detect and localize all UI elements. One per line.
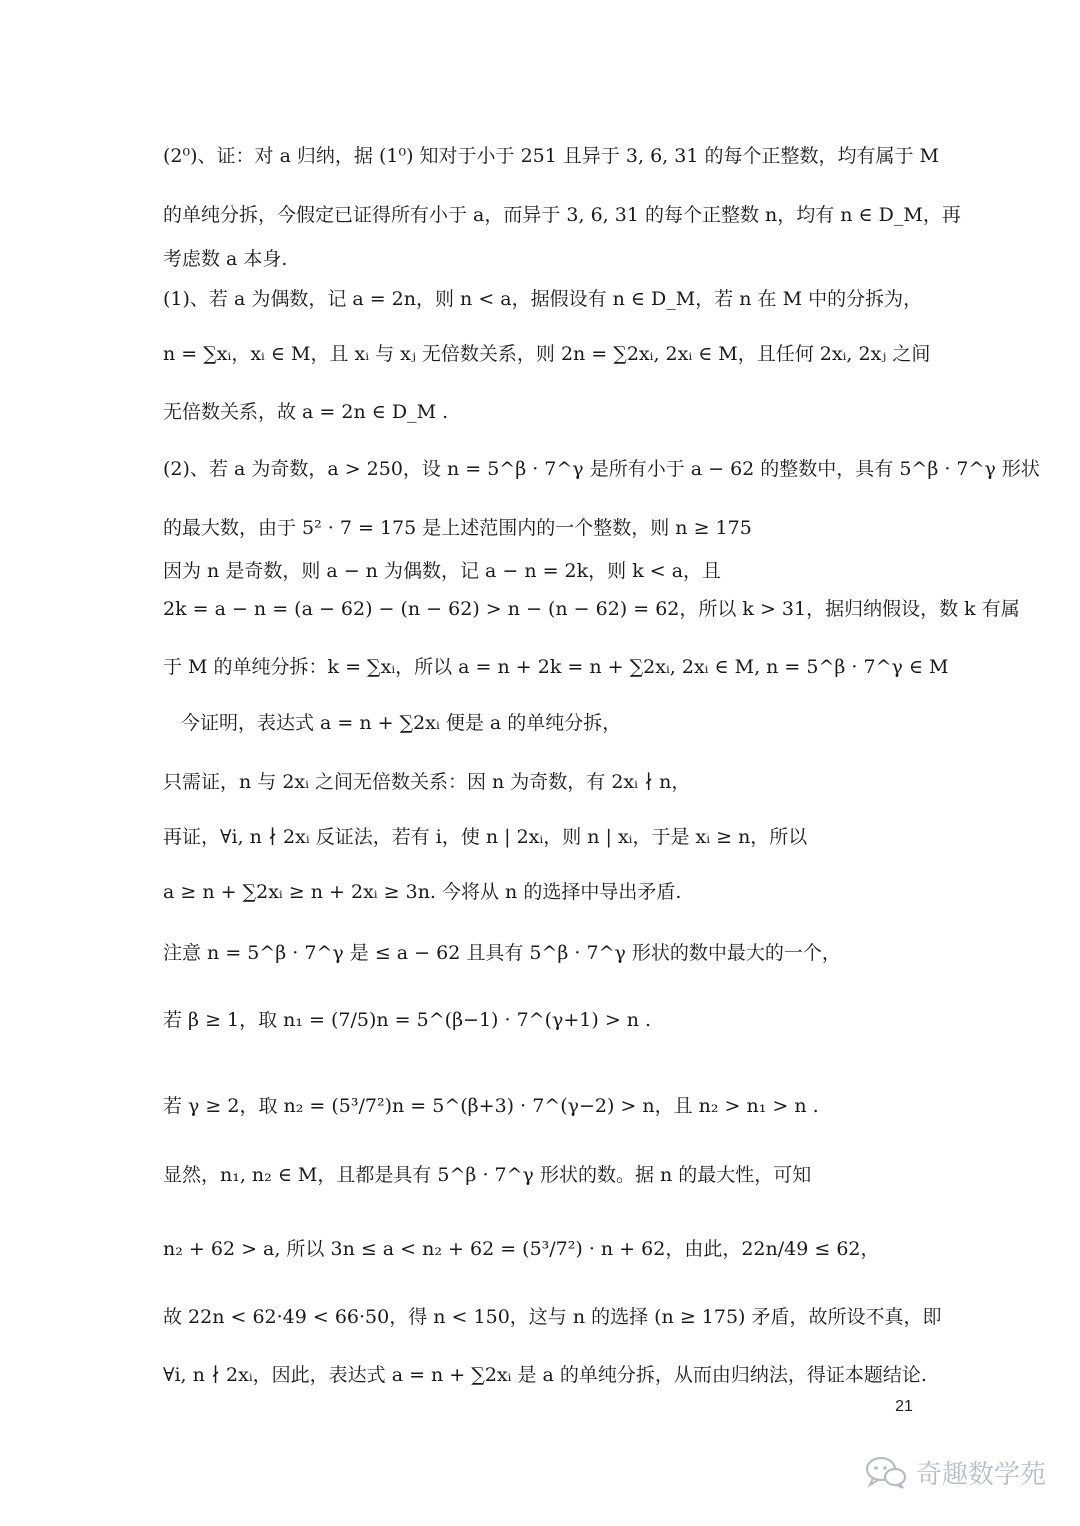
text-line: 的最大数，由于 5² · 7 = 175 是上述范围内的一个整数，则 n ≥ 175 [163, 517, 752, 539]
text-line: 若 β ≥ 1，取 n₁ = (7/5)n = 5^(β−1) · 7^(γ+1) > n . [163, 1009, 652, 1031]
text-line: 因为 n 是奇数，则 a − n 为偶数，记 a − n = 2k，则 k < a，且 [163, 560, 722, 582]
text-line: 故 22n < 62·49 < 66·50，得 n < 150，这与 n 的选择 (n ≥ 175) 矛盾，故所设不真，即 [163, 1306, 942, 1328]
text-line: 的单纯分拆，今假定已证得所有小于 a，而异于 3, 6, 31 的每个正整数 n，均有 n ∈ D_M，再 [163, 204, 961, 226]
text-line: 只需证，n 与 2xᵢ 之间无倍数关系：因 n 为奇数，有 2xᵢ ∤ n， [163, 771, 691, 793]
page-number: 21 [895, 1398, 913, 1415]
text-line: 今证明，表达式 a = n + ∑2xᵢ 便是 a 的单纯分拆， [181, 712, 622, 734]
watermark [864, 1452, 1046, 1492]
text-line: 2k = a − n = (a − 62) − (n − 62) > n − (n − 62) = 62，所以 k > 31，据归纳假设，数 k 有属 [163, 598, 1020, 620]
text-line: 注意 n = 5^β · 7^γ 是 ≤ a − 62 且具有 5^β · 7^γ 形状的数中最大的一个， [163, 942, 841, 964]
text-line: ∀i, n ∤ 2xᵢ，因此，表达式 a = n + ∑2xᵢ 是 a 的单纯分拆，从而由归纳法，得证本题结论. [163, 1364, 927, 1386]
text-line: 于 M 的单纯分拆：k = ∑xᵢ，所以 a = n + 2k = n + ∑2xᵢ, 2xᵢ ∈ M, n = 5^β · 7^γ ∈ M [163, 656, 949, 678]
text-line: 考虑数 a 本身. [163, 248, 288, 270]
text-line: (2)、若 a 为奇数，a > 250，设 n = 5^β · 7^γ 是所有小于 a − 62 的整数中，具有 5^β · 7^γ 形状 [163, 458, 1040, 480]
text-line: 无倍数关系，故 a = 2n ∈ D_M . [163, 401, 449, 423]
watermark-text: 奇趣数学苑 [915, 1459, 1046, 1490]
text-line: 再证，∀i, n ∤ 2xᵢ 反证法，若有 i，使 n | 2xᵢ，则 n | xᵢ，于是 xᵢ ≥ n，所以 [163, 826, 808, 848]
text-line: n₂ + 62 > a, 所以 3n ≤ a < n₂ + 62 = (5³/7²) · n + 62，由此，22n/49 ≤ 62， [163, 1238, 880, 1260]
text-line: 若 γ ≥ 2，取 n₂ = (5³/7²)n = 5^(β+3) · 7^(γ−2) > n，且 n₂ > n₁ > n . [163, 1095, 819, 1117]
text-line: (1)、若 a 为偶数，记 a = 2n，则 n < a，据假设有 n ∈ D_M，若 n 在 M 中的分拆为， [163, 288, 923, 310]
text-line: (2⁰)、证：对 a 归纳，据 (1⁰) 知对于小于 251 且异于 3, 6, 31 的每个正整数，均有属于 M [163, 145, 939, 167]
wechat-bubble-icon [864, 1454, 908, 1490]
text-line: 显然，n₁, n₂ ∈ M，且都是具有 5^β · 7^γ 形状的数。据 n 的最大性，可知 [163, 1164, 812, 1186]
text-line: n = ∑xᵢ，xᵢ ∈ M，且 xᵢ 与 xⱼ 无倍数关系，则 2n = ∑2xᵢ, 2xᵢ ∈ M，且任何 2xᵢ, 2xⱼ 之间 [163, 343, 931, 365]
text-line: a ≥ n + ∑2xᵢ ≥ n + 2xᵢ ≥ 3n. 今将从 n 的选择中导出矛盾. [163, 881, 682, 903]
